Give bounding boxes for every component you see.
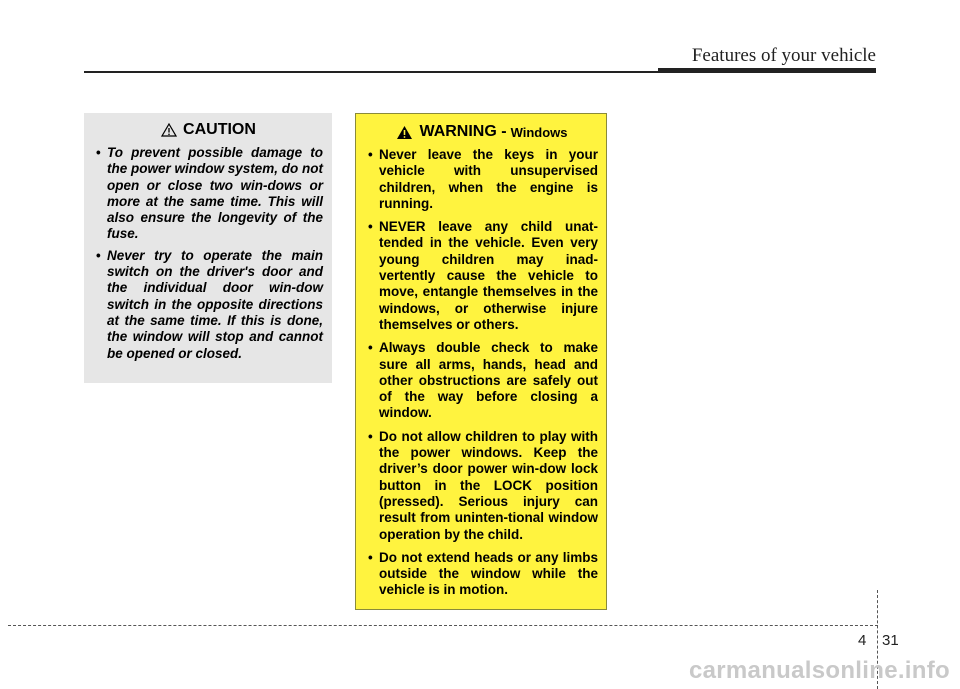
caution-box — [84, 113, 332, 383]
page-number: 31 — [882, 632, 899, 649]
warning-item: • Always double check to make sure all arms, hands, head and other obstructions are safely out of the way before closing a window. — [366, 340, 598, 421]
caution-title-text: CAUTION — [183, 121, 256, 138]
page-header-title: Features of your vehicle — [691, 45, 876, 66]
caution-item: • To prevent possible damage to the power window system, do not open or close two win-dows or more at the same time. This will also ensure the longevity of the fuse. — [94, 145, 323, 243]
watermark: carmanualsonline.info — [688, 657, 950, 684]
warning-item: • NEVER leave any child unat-tended in the vehicle. Even very young children may inad-vertently cause the vehicle to move, entangle themselves in the windows, or otherwise injure themselves or others. — [366, 219, 598, 333]
warning-triangle-outline-icon — [161, 123, 177, 137]
warning-subtitle: Windows — [510, 124, 568, 140]
warning-title-text: WARNING - — [419, 123, 507, 140]
caution-title — [94, 121, 323, 139]
warning-box — [355, 113, 607, 610]
caution-list — [94, 145, 323, 362]
warning-triangle-filled-icon — [396, 125, 413, 140]
warning-title — [366, 123, 598, 141]
warning-item: • Do not extend heads or any limbs outside the window while the vehicle is in motion. — [366, 550, 598, 599]
warning-item: • Do not allow children to play with the power windows. Keep the driver’s door power win-dow lock button in the LOCK position (pressed). Serious injury can result from uninten-tional window operation by the child. — [366, 429, 598, 543]
footer-rule — [8, 625, 878, 626]
warning-list — [366, 147, 598, 599]
caution-item: • Never try to operate the main switch on the driver's door and the individual door win-dow switch in the opposite directions at the same time. If this is done, the window will stop and cannot be opened or closed. — [94, 248, 323, 362]
chapter-number: 4 — [858, 632, 867, 649]
header-rule-accent — [658, 68, 876, 73]
warning-item: • Never leave the keys in your vehicle with unsupervised children, when the engine is running. — [366, 147, 598, 212]
